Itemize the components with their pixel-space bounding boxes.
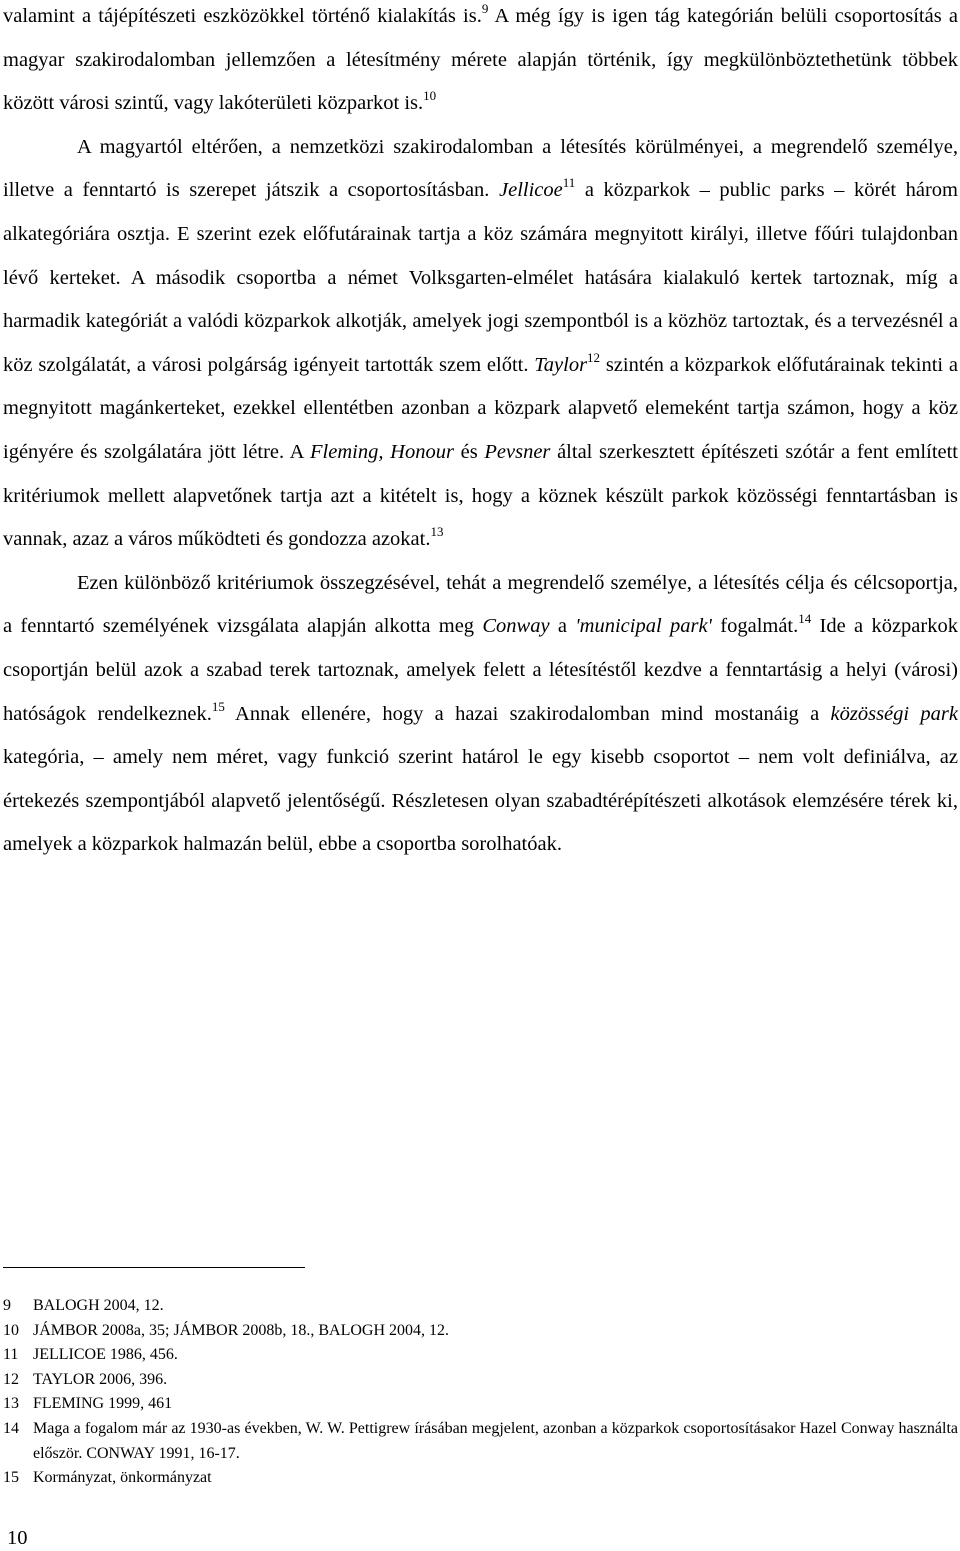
footnote-text: BALOGH 2004, 12. [33, 1297, 164, 1314]
footnote-14 [3, 1417, 958, 1466]
footnote-number: 9 [3, 1297, 11, 1314]
text-run: szintén a közparkok előfutárainak tekinti a megnyitott magánkerteket, ezekkel ellentétben azonban a közpark alapvető elemeként tartja számon, hogy a köz igényére és szolgálatára jött létre. A [3, 353, 958, 463]
footnote-ref-9[interactable]: 9 [481, 1, 489, 16]
footnote-ref-11[interactable]: 11 [562, 175, 576, 191]
text-run: valamint a tájépítészeti eszközökkel történő kialakítás is. [3, 5, 482, 27]
author-name-pevsner: Pevsner [484, 440, 551, 463]
footnote-number: 14 [3, 1419, 19, 1437]
text-run: A még így is igen tág kategórián belüli csoportosítás a magyar szakirodalomban jellemzően a létesítmény mérete alapján történik, így megkülönböztethetünk többek között városi szintű, vagy lakóterületi közparkot is. [3, 5, 959, 115]
footnote-text: Maga a fogalom már az 1930-as években, W. W. Pettigrew írásában megjelent, azonban a közparkok csoportosításakor Hazel Conway használta először. CONWAY 1991, 16-17. [33, 1419, 958, 1462]
footnote-number: 13 [3, 1395, 19, 1413]
footnote-ref-14[interactable]: 14 [798, 611, 812, 627]
footnote-10 [3, 1319, 958, 1344]
footnote-13 [3, 1392, 958, 1417]
text-run: által szerkesztett építészeti szótár a fent említett kritériumok mellett alapvetőnek tartja azt a kitételt is, hogy a köznek készült parkok közösségi fenntartásban is vannak, azaz a város működteti és gondozza azokat. [3, 440, 958, 551]
footnote-text: TAYLOR 2006, 396. [33, 1370, 168, 1388]
text-run: Annak ellenére, hogy a hazai szakirodalomban mind mostanáig a [224, 702, 831, 725]
page-number: 10 [7, 1527, 28, 1549]
footnote-ref-12[interactable]: 12 [587, 349, 601, 365]
author-name-taylor: Taylor [534, 353, 588, 376]
paragraph-2 [3, 126, 958, 562]
text-run: A magyartól eltérően, a nemzetközi szakirodalomban a létesítés körülményei, a megrendelő személye, illetve a fenntartó is szerepet játszik a csoportosításban. [3, 135, 958, 202]
author-name-conway: Conway [482, 615, 550, 638]
footnote-ref-10[interactable]: 10 [423, 88, 437, 104]
term-municipal-park: 'municipal park' [575, 615, 712, 638]
text-run: fogalmát. [711, 615, 799, 638]
footnote-ref-15[interactable]: 15 [211, 698, 225, 714]
footnotes [3, 1294, 958, 1491]
footnote-text: Kormányzat, önkormányzat [33, 1469, 212, 1487]
footnote-separator [3, 1267, 305, 1268]
text-run: a [549, 615, 576, 638]
body-text [3, 0, 958, 867]
footnote-number: 12 [3, 1370, 19, 1388]
text-run: Ide a közparkok csoportján belül azok a szabad terek tartoznak, amelyek felett a létesítéstől kezdve a fenntartásig a helyi (városi) hatóságok rendelkeznek. [3, 615, 958, 725]
footnote-number: 11 [3, 1346, 19, 1364]
text-run: kategória, – amely nem méret, vagy funkció szerint határol le egy kisebb csoportot – nem volt definiálva, az értekezés szempontjából alapvető jelentőségű. Részletesen olyan szabadtérépítészeti alkotások elemzésére térek ki, amelyek a közparkok halmazán belül, ebbe a csoportba sorolhatóak. [3, 746, 958, 856]
footnote-number: 10 [3, 1321, 19, 1339]
paragraph-3 [3, 562, 958, 867]
footnote-text: JELLICOE 1986, 456. [33, 1346, 178, 1364]
footnote-number: 15 [3, 1469, 19, 1487]
footnote-ref-13[interactable]: 13 [430, 524, 444, 540]
text-run: a közparkok – public parks – körét három alkategóriára osztja. E szerint ezek előfutárainak tartja a köz számára megnyitott királyi, illetve főúri tulajdonban lévő kerteket. A második csoportba a német Volksgarten-elmélet hatására kialakuló kertek tartoznak, míg a harmadik kategóriát a valódi közparkok alkotják, amelyek jogi szempontból is a közhöz tartoztak, és a tervezésnél a köz szolgálatát, a városi polgárság igényeit tartották szem előtt. [3, 179, 958, 376]
author-name-fleming-honour: Fleming, Honour [310, 440, 454, 463]
footnote-text: FLEMING 1999, 461 [33, 1395, 173, 1413]
author-name-jellicoe: Jellicoe [499, 179, 563, 202]
footnote-12 [3, 1368, 958, 1393]
text-run: és [453, 440, 485, 463]
paragraph-1 [3, 0, 958, 126]
footnote-11 [3, 1343, 958, 1368]
term-kozossegi-park: közösségi park [830, 702, 958, 725]
footnote-text: JÁMBOR 2008a, 35; JÁMBOR 2008b, 18., BALOGH 2004, 12. [33, 1321, 450, 1339]
footnote-9 [3, 1294, 958, 1319]
footnote-15 [3, 1466, 958, 1491]
text-run: Ezen különböző kritériumok összegzésével, tehát a megrendelő személye, a létesítés célja és célcsoportja, a fenntartó személyének vizsgálata alapján alkotta meg [3, 571, 958, 638]
